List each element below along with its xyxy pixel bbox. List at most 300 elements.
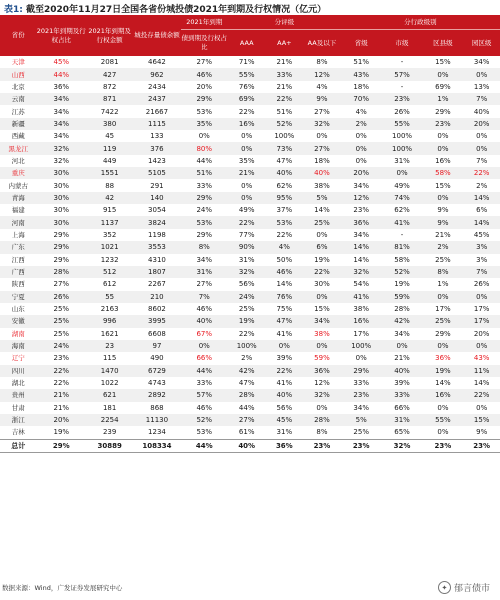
table-row	[0, 167, 500, 179]
cell-city-level: 31%	[382, 414, 423, 426]
cell-park-level: 0%	[463, 291, 500, 303]
cell-due-amount: 1621	[100, 329, 119, 338]
cell-aaa-share: 19%	[228, 315, 266, 327]
cell-category-ratio: 51%	[181, 167, 228, 179]
cell-aa-plus-share: 22%	[266, 93, 304, 105]
cell-category-ratio: 53%	[181, 216, 228, 228]
cell-category-ratio: 20%	[196, 82, 213, 91]
cell-province: 陕西	[11, 280, 25, 289]
cell-province-level: 0%	[355, 354, 367, 363]
cell-city-level: 26%	[394, 107, 410, 116]
cell-due-ratio: 22%	[53, 379, 70, 388]
cell-aaa-share: 76%	[238, 82, 255, 91]
cell-outstanding: 4310	[148, 255, 166, 264]
table-row	[0, 216, 500, 228]
cell-outstanding: 140	[133, 192, 180, 204]
cell-aa-plus-share: 62%	[276, 181, 293, 190]
total-province: 总计	[0, 439, 37, 452]
cell-province-level: 41%	[341, 291, 382, 303]
cell-outstanding: 2892	[133, 389, 180, 401]
cell-category-ratio: 0%	[198, 132, 210, 141]
cell-county-level: 29%	[435, 107, 451, 116]
cell-province-level: 33%	[353, 379, 369, 388]
header-aa-plus: AA+	[266, 30, 304, 57]
cell-county-level: 69%	[435, 82, 451, 91]
cell-province: 四川	[0, 365, 37, 377]
table-body	[0, 56, 500, 453]
cell-due-amount: 1470	[86, 365, 133, 377]
cell-due-amount: 7422	[100, 107, 119, 116]
cell-province: 西藏	[11, 132, 25, 141]
cell-province: 山西	[0, 68, 37, 80]
cell-aaa-share: 28%	[228, 389, 266, 401]
cell-aaa-share: 24%	[228, 291, 266, 303]
cell-due-amount: 88	[105, 181, 115, 190]
cell-park-level: 43%	[473, 354, 490, 363]
cell-province-level: 43%	[341, 68, 382, 80]
cell-due-amount: 871	[86, 93, 133, 105]
cell-aa-plus-share: 21%	[276, 82, 293, 91]
cell-city-level: 55%	[382, 118, 423, 130]
cell-province: 上海	[11, 230, 25, 239]
cell-county-level: 0%	[422, 142, 463, 154]
cell-county-level: 2%	[422, 241, 463, 253]
table-row	[0, 93, 500, 105]
cell-province-level: 29%	[341, 365, 382, 377]
cell-city-level: -	[400, 230, 404, 239]
cell-county-level: 16%	[422, 389, 463, 401]
cell-park-level: 45%	[473, 230, 490, 239]
cell-county-level: 0%	[422, 192, 463, 204]
cell-aa-plus-share: 76%	[266, 291, 304, 303]
cell-province: 湖南	[11, 329, 25, 338]
cell-due-amount: 2163	[100, 305, 119, 314]
cell-province-level: 18%	[353, 82, 369, 91]
cell-category-ratio: 35%	[181, 118, 228, 130]
cell-park-level: 13%	[473, 82, 490, 91]
cell-outstanding: 1198	[148, 230, 166, 239]
cell-province: 海南	[0, 340, 37, 352]
table-row	[0, 365, 500, 377]
table-row	[0, 303, 500, 315]
cell-aa-below-share: 27%	[303, 142, 341, 154]
table-row	[0, 192, 500, 204]
cell-aa-below-share: 0%	[316, 132, 328, 141]
cell-outstanding: 3553	[133, 241, 180, 253]
cell-park-level: 0%	[463, 142, 500, 154]
cell-county-level: 15%	[435, 181, 451, 190]
cell-province-level: 2%	[341, 118, 382, 130]
cell-aa-plus-share: 51%	[276, 107, 293, 116]
cell-category-ratio: 27%	[196, 280, 213, 289]
table-row	[0, 340, 500, 352]
cell-due-amount: 45	[105, 132, 115, 141]
cell-province: 北京	[11, 82, 25, 91]
cell-city-level: 100%	[392, 132, 413, 141]
cell-outstanding: 490	[150, 354, 164, 363]
cell-city-level: 81%	[382, 241, 423, 253]
table-row	[0, 142, 500, 154]
cell-due-ratio: 45%	[53, 58, 70, 67]
cell-due-amount: 239	[102, 428, 117, 437]
total-park-level: 23%	[463, 439, 500, 452]
cell-aa-below-share: 34%	[303, 315, 341, 327]
cell-county-level: 29%	[435, 329, 451, 338]
table-row	[0, 414, 500, 426]
cell-city-level: 59%	[382, 291, 423, 303]
cell-aa-plus-share: 75%	[276, 305, 293, 314]
cell-aa-plus-share: 52%	[266, 118, 304, 130]
cell-province: 重庆	[0, 167, 37, 179]
cell-county-level: 58%	[422, 167, 463, 179]
cell-aa-plus-share: 39%	[276, 354, 293, 363]
cell-province: 湖北	[11, 379, 25, 388]
cell-aaa-share: 22%	[238, 329, 255, 338]
cell-outstanding: 2434	[148, 82, 166, 91]
cell-outstanding: 4743	[148, 379, 166, 388]
cell-category-ratio: 80%	[181, 142, 228, 154]
cell-county-level: 23%	[422, 118, 463, 130]
cell-category-ratio: 53%	[196, 107, 213, 116]
table-row	[0, 118, 500, 130]
cell-province: 福建	[11, 206, 25, 215]
cell-county-level: 1%	[422, 93, 463, 105]
cell-province: 新疆	[0, 118, 37, 130]
cell-county-level: 0%	[422, 68, 463, 80]
cell-due-amount: 427	[86, 68, 133, 80]
cell-province-level: 17%	[353, 329, 369, 338]
cell-province: 天津	[11, 58, 25, 67]
cell-aa-below-share: 30%	[314, 280, 330, 289]
cell-due-ratio: 34%	[37, 93, 86, 105]
table-row	[0, 254, 500, 266]
table-title	[4, 2, 326, 15]
cell-aa-plus-share: 46%	[266, 266, 304, 278]
cell-due-ratio: 21%	[37, 389, 86, 401]
cell-due-ratio: 20%	[37, 414, 86, 426]
cell-aaa-share: 42%	[228, 365, 266, 377]
cell-due-amount: 915	[102, 206, 117, 215]
cell-aaa-share: 31%	[238, 255, 255, 264]
cell-aa-below-share: 15%	[314, 305, 330, 314]
cell-aa-plus-share: 33%	[266, 68, 304, 80]
cell-aaa-share: 61%	[238, 428, 255, 437]
cell-county-level: 19%	[422, 365, 463, 377]
table-row	[0, 68, 500, 80]
cell-park-level: 0%	[476, 403, 488, 412]
cell-category-ratio: 27%	[196, 58, 213, 67]
cell-outstanding: 6608	[148, 329, 166, 338]
source-note: 数据来源：Wind，广发证券发展研究中心	[2, 584, 123, 592]
cell-province-level: 14%	[353, 255, 369, 264]
cell-county-level: 15%	[435, 58, 451, 67]
cell-aa-plus-share: 40%	[266, 167, 304, 179]
cell-due-ratio: 32%	[53, 156, 70, 165]
cell-due-ratio: 22%	[37, 365, 86, 377]
cell-aa-below-share: 5%	[303, 192, 341, 204]
cell-category-ratio: 34%	[196, 255, 213, 264]
table-label: 表1:	[4, 5, 23, 15]
cell-category-ratio: 44%	[196, 156, 213, 165]
cell-outstanding: 1115	[133, 118, 180, 130]
cell-aa-below-share: 19%	[314, 255, 330, 264]
cell-county-level: 8%	[422, 266, 463, 278]
table-title-text: 截至2020年11月27日全国各省份城投债2021年到期及行权情况（亿元）	[26, 5, 327, 15]
cell-city-level: 66%	[394, 403, 410, 412]
cell-city-level: 57%	[382, 68, 423, 80]
cell-category-ratio: 8%	[181, 241, 228, 253]
cell-county-level: 36%	[435, 354, 451, 363]
cell-park-level: 3%	[476, 255, 488, 264]
cell-province-level: 100%	[341, 340, 382, 352]
cell-outstanding: 1423	[148, 156, 166, 165]
cell-city-level: 42%	[382, 315, 423, 327]
header-group-2021: 2021年到期	[181, 15, 228, 30]
cell-county-level: 1%	[437, 280, 449, 289]
cell-due-amount: 55	[86, 291, 133, 303]
cell-aa-plus-share: 73%	[266, 142, 304, 154]
cell-park-level: 7%	[463, 93, 500, 105]
cell-outstanding: 133	[150, 132, 164, 141]
cell-province: 河南	[0, 216, 37, 228]
cell-aa-below-share: 0%	[303, 340, 341, 352]
cell-province: 黑龙江	[0, 142, 37, 154]
header-due-ratio: 2021年到期及行权占比	[37, 15, 86, 56]
cell-park-level: 22%	[463, 389, 500, 401]
cell-city-level: 21%	[394, 354, 410, 363]
cell-aaa-share: 0%	[228, 142, 266, 154]
cell-due-ratio: 30%	[37, 167, 86, 179]
cell-province: 甘肃	[11, 403, 25, 412]
cell-aa-below-share: 32%	[303, 118, 341, 130]
cell-aaa-share: 16%	[228, 118, 266, 130]
cell-due-ratio: 21%	[53, 403, 70, 412]
cell-province: 山东	[11, 305, 25, 314]
cell-park-level: 14%	[473, 379, 490, 388]
header-aaa: AAA	[228, 30, 266, 57]
cell-province-level: 0%	[341, 142, 382, 154]
cell-park-level: 14%	[463, 216, 500, 228]
cell-aa-plus-share: 22%	[266, 365, 304, 377]
table-row	[0, 130, 500, 142]
cell-aa-plus-share: 50%	[276, 255, 293, 264]
cell-city-level: 31%	[394, 156, 410, 165]
cell-due-amount: 352	[102, 230, 117, 239]
cell-aaa-share: 47%	[238, 379, 255, 388]
table-row	[0, 377, 500, 389]
cell-category-ratio: 44%	[181, 365, 228, 377]
cell-city-level: 19%	[394, 280, 410, 289]
cell-aa-plus-share: 0%	[266, 340, 304, 352]
cell-province: 浙江	[0, 414, 37, 426]
cell-aa-below-share: 12%	[314, 379, 330, 388]
cell-aa-below-share: 12%	[303, 68, 341, 80]
cell-aa-plus-share: 47%	[266, 315, 304, 327]
cell-city-level: -	[400, 58, 404, 67]
cell-aaa-share: 71%	[238, 58, 255, 67]
cell-category-ratio: 29%	[196, 230, 213, 239]
cell-aaa-share: 22%	[238, 107, 255, 116]
cell-county-level: 9%	[437, 206, 449, 215]
cell-province-level: 36%	[341, 216, 382, 228]
table-row	[0, 155, 500, 167]
cell-category-ratio: 33%	[196, 181, 213, 190]
cell-aa-plus-share: 14%	[276, 280, 293, 289]
cell-province-level: 23%	[353, 206, 369, 215]
cell-city-level: 39%	[394, 379, 410, 388]
total-due-amount: 30889	[86, 439, 133, 452]
cell-due-ratio: 25%	[53, 305, 70, 314]
cell-aa-plus-share: 31%	[276, 428, 293, 437]
cell-aa-below-share: 0%	[316, 230, 328, 239]
cell-outstanding: 1234	[148, 428, 166, 437]
cell-aa-below-share: 18%	[314, 156, 330, 165]
cell-aa-plus-share: 22%	[276, 230, 293, 239]
cell-aa-below-share: 28%	[303, 414, 341, 426]
cell-park-level: 6%	[476, 206, 488, 215]
cell-outstanding: 21667	[145, 107, 169, 116]
total-province-level: 23%	[341, 439, 382, 452]
cell-aa-plus-share: 21%	[276, 58, 293, 67]
cell-due-ratio: 29%	[53, 255, 70, 264]
cell-aaa-share: 32%	[228, 266, 266, 278]
cell-category-ratio: 7%	[181, 291, 228, 303]
cell-park-level: 0%	[463, 340, 500, 352]
cell-aa-below-share: 8%	[316, 58, 328, 67]
cell-park-level: 0%	[463, 68, 500, 80]
cell-province-level: 4%	[355, 107, 367, 116]
cell-county-level: 0%	[422, 340, 463, 352]
cell-due-amount: 115	[102, 354, 117, 363]
cell-aaa-share: 77%	[238, 230, 255, 239]
cell-category-ratio: 66%	[196, 354, 213, 363]
cell-outstanding: 6729	[133, 365, 180, 377]
cell-city-level: 74%	[382, 192, 423, 204]
cell-park-level: 15%	[463, 414, 500, 426]
cell-due-amount: 621	[86, 389, 133, 401]
table-row	[0, 389, 500, 401]
cell-aa-below-share: 14%	[314, 206, 330, 215]
cell-aaa-share: 90%	[228, 241, 266, 253]
cell-aa-plus-share: 56%	[276, 403, 293, 412]
cell-due-amount: 512	[86, 266, 133, 278]
cell-aa-plus-share: 4%	[266, 241, 304, 253]
table-row	[0, 278, 500, 290]
cell-city-level: 0%	[382, 167, 423, 179]
cell-province: 广西	[0, 266, 37, 278]
cell-aa-below-share: 0%	[316, 403, 328, 412]
cell-due-amount: 1022	[100, 379, 119, 388]
cell-outstanding: 4642	[148, 58, 166, 67]
cell-park-level: 7%	[463, 266, 500, 278]
cell-province-level: 5%	[341, 414, 382, 426]
cell-due-ratio: 32%	[37, 142, 86, 154]
cell-due-ratio: 30%	[37, 192, 86, 204]
cell-aa-below-share: 27%	[314, 107, 330, 116]
cell-city-level: 28%	[394, 305, 410, 314]
cell-province-level: 20%	[341, 167, 382, 179]
cell-park-level: 7%	[476, 156, 488, 165]
header-province: 省份	[0, 15, 37, 56]
cell-due-ratio: 23%	[53, 354, 70, 363]
cell-province-level: 34%	[353, 403, 369, 412]
cell-city-level: 52%	[382, 266, 423, 278]
cell-aa-below-share: 25%	[303, 216, 341, 228]
cell-province-level: 12%	[341, 192, 382, 204]
cell-aa-plus-share: 53%	[266, 216, 304, 228]
table-row	[0, 402, 500, 414]
cell-due-amount: 181	[102, 403, 117, 412]
watermark-text: 郁言债市	[453, 584, 490, 594]
header-due-amount: 2021年到期及行权金额	[86, 15, 133, 56]
cell-outstanding: 868	[150, 403, 164, 412]
header-outstanding: 城投存量债余额	[133, 15, 180, 56]
cell-due-amount: 119	[86, 142, 133, 154]
cell-outstanding: 3824	[133, 216, 180, 228]
table-row	[0, 179, 500, 191]
table-row	[0, 229, 500, 241]
cell-due-amount: 1551	[86, 167, 133, 179]
cell-due-ratio: 28%	[37, 266, 86, 278]
cell-due-amount: 872	[102, 82, 117, 91]
cell-aaa-share: 100%	[228, 340, 266, 352]
cell-due-ratio: 29%	[53, 230, 70, 239]
cell-outstanding: 3054	[148, 206, 166, 215]
cell-city-level: 40%	[382, 365, 423, 377]
cell-outstanding: 2437	[133, 93, 180, 105]
cell-province-level: 34%	[353, 181, 369, 190]
cell-province-level: 25%	[353, 428, 369, 437]
cell-category-ratio: 67%	[196, 329, 213, 338]
cell-county-level: 0%	[437, 132, 449, 141]
cell-county-level: 16%	[435, 156, 451, 165]
cell-due-amount: 23	[86, 340, 133, 352]
bond-table	[0, 15, 500, 453]
cell-aa-below-share: 22%	[303, 266, 341, 278]
cell-city-level: 41%	[382, 216, 423, 228]
cell-park-level: 11%	[463, 365, 500, 377]
header-city-level: 市级	[382, 30, 423, 57]
cell-aaa-share: 0%	[228, 192, 266, 204]
cell-aa-below-share: 32%	[303, 389, 341, 401]
cell-due-ratio: 30%	[53, 206, 70, 215]
cell-aa-plus-share: 37%	[276, 206, 293, 215]
cell-category-ratio: 57%	[181, 389, 228, 401]
cell-due-ratio: 36%	[53, 82, 70, 91]
cell-outstanding: 291	[150, 181, 164, 190]
table-row	[0, 105, 500, 117]
cell-aaa-share: 21%	[228, 167, 266, 179]
cell-aa-plus-share: 40%	[266, 389, 304, 401]
cell-province: 江苏	[11, 107, 25, 116]
cell-aaa-share: 69%	[228, 93, 266, 105]
table-row	[0, 204, 500, 216]
cell-park-level: 17%	[463, 315, 500, 327]
cell-aa-below-share: 8%	[316, 428, 328, 437]
cell-outstanding: 962	[133, 68, 180, 80]
cell-city-level: 0%	[382, 340, 423, 352]
header-aa-below: AA及以下	[303, 30, 341, 57]
cell-county-level: 0%	[437, 428, 449, 437]
total-county-level: 23%	[422, 439, 463, 452]
cell-due-amount: 1137	[86, 216, 133, 228]
header-rating-group: 分评级	[228, 15, 341, 30]
cell-outstanding: 5105	[133, 167, 180, 179]
cell-province-level: 14%	[341, 241, 382, 253]
cell-province-level: 23%	[341, 389, 382, 401]
cell-aa-plus-share: 41%	[276, 329, 293, 338]
cell-outstanding: 376	[133, 142, 180, 154]
